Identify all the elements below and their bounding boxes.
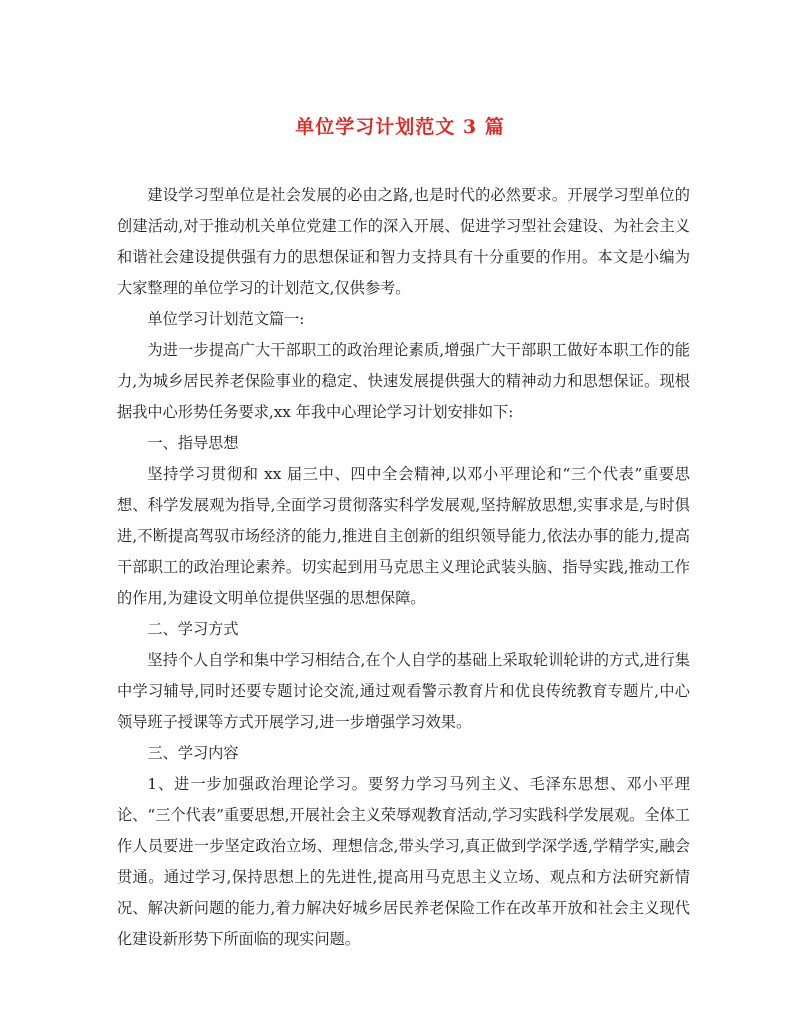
paragraph-study-method: 坚持个人自学和集中学习相结合,在个人自学的基础上采取轮训轮讲的方式,进行集中学习辅导,同时还要专题讨论交流,通过观看警示教育片和优良传统教育专题片,中心领导班子授课等方式开展学习,进一步增强学习效果。 xyxy=(117,651,690,731)
heading-study-content: 三、学习内容 xyxy=(147,744,239,762)
heading-guiding-ideology: 一、指导思想 xyxy=(147,434,239,452)
document-title: 单位学习计划范文 3 篇 xyxy=(295,116,505,138)
paragraph-study-content-1: 1、进一步加强政治理论学习。要努力学习马列主义、毛泽东思想、邓小平理论、“三个代表”重要思想,开展社会主义荣辱观教育活动,学习实践科学发展观。全体工作人员要进一步坚定政治立场、理想信念,带头学习,真正做到学深学透,学精学实,融会贯通。通过学习,保持思想上的先进性,提高用马克思主义立场、观点和方法研究新情况、解决新问题的能力,着力解决好城乡居民养老保险工作在改革开放和社会主义现代化建设新形势下所面临的现实问题。 xyxy=(117,775,690,948)
paragraph-section-heading: 单位学习计划范文篇一: xyxy=(147,310,305,328)
paragraph-purpose: 为进一步提高广大干部职工的政治理论素质,增强广大干部职工做好本职工作的能力,为城乡居民养老保险事业的稳定、快速发展提供强大的精神动力和思想保证。现根据我中心形势任务要求,xx 年我中心理论学习计划安排如下: xyxy=(117,341,690,421)
document-body xyxy=(117,180,690,955)
paragraph-intro: 建设学习型单位是社会发展的必由之路,也是时代的必然要求。开展学习型单位的创建活动,对于推动机关单位党建工作的深入开展、促进学习型社会建设、为社会主义和谐社会建设提供强有力的思想保证和智力支持具有十分重要的作用。本文是小编为大家整理的单位学习的计划范文,仅供参考。 xyxy=(117,186,690,297)
paragraph-guiding-ideology: 坚持学习贯彻和 xx 届三中、四中全会精神,以邓小平理论和“三个代表”重要思想、科学发展观为指导,全面学习贯彻落实科学发展观,坚持解放思想,实事求是,与时俱进,不断提高驾驭市场经济的能力,推进自主创新的组织领导能力,依法办事的能力,提高干部职工的政治理论素养。切实起到用马克思主义理论武装头脑、指导实践,推动工作的作用,为建设文明单位提供坚强的思想保障。 xyxy=(117,465,690,607)
heading-study-method: 二、学习方式 xyxy=(147,620,239,638)
